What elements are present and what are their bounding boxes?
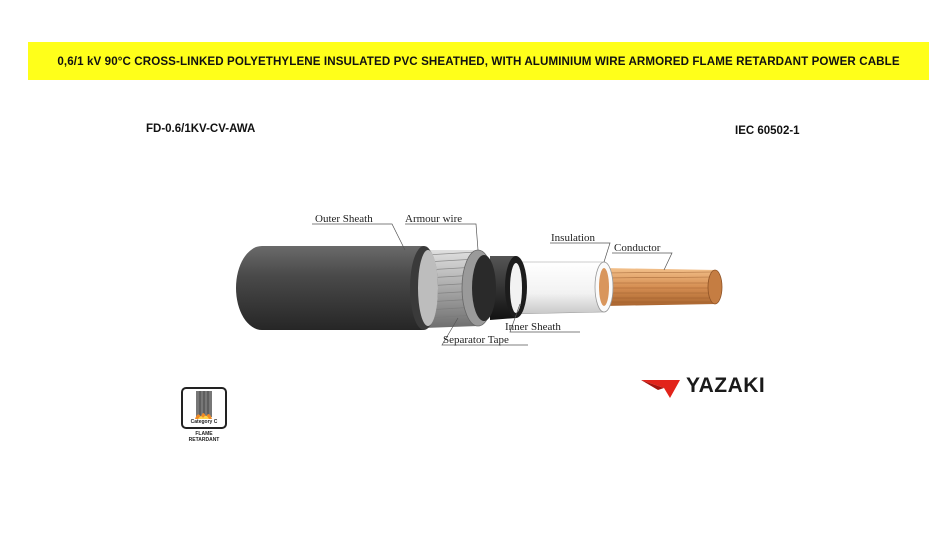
brand-name: YAZAKI	[686, 374, 766, 397]
label-conductor: Conductor	[614, 242, 661, 254]
label-insulation: Insulation	[551, 232, 595, 244]
badge-label-retardant: RETARDANT	[188, 437, 220, 443]
standard-code: IEC 60502-1	[735, 125, 800, 137]
flame-retardant-badge	[181, 387, 227, 429]
label-inner-sheath: Inner Sheath	[505, 321, 561, 333]
cable-title: 0,6/1 kV 90°C CROSS-LINKED POLYETHYLENE INSULATED PVC SHEATHED, WITH ALUMINIUM WIRE ARMORED FLAME RETARDANT POWER CABLE	[57, 54, 900, 68]
outer-sheath-layer	[236, 246, 438, 330]
label-separator-tape: Separator Tape	[443, 334, 509, 346]
badge-label-flame: FLAME	[195, 431, 213, 437]
badge-category: Category C	[190, 419, 218, 425]
conductor-layer	[604, 268, 722, 306]
model-code: FD-0.6/1KV-CV-AWA	[146, 123, 256, 135]
label-outer-sheath: Outer Sheath	[315, 213, 373, 225]
insulation-layer	[512, 262, 613, 314]
label-armour-wire: Armour wire	[405, 213, 463, 225]
